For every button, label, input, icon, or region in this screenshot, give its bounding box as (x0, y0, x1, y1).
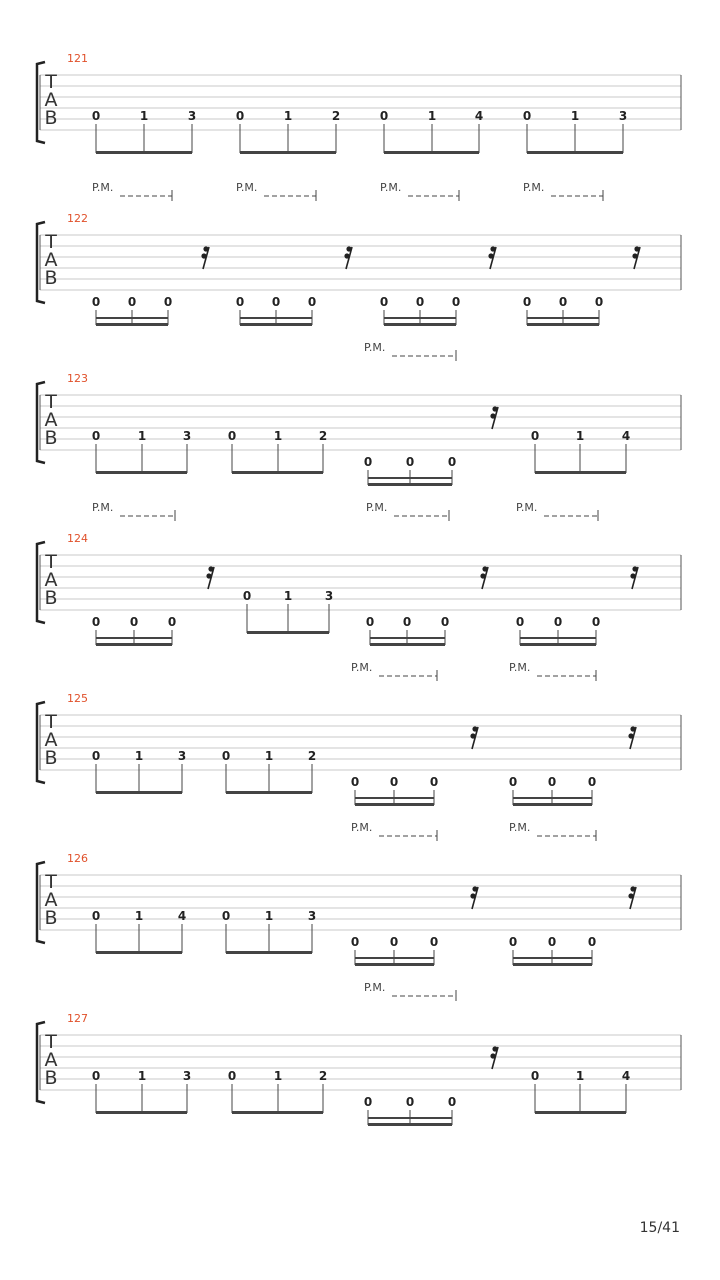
rest-dot (632, 253, 637, 258)
note-beam (355, 803, 434, 806)
rest-dot (472, 886, 477, 891)
measure-number: 125 (67, 692, 88, 705)
fret-number: 0 (163, 295, 173, 309)
fret-number: 0 (235, 109, 245, 123)
sixteenth-rest (628, 886, 636, 909)
fret-number: 2 (307, 749, 317, 763)
note-beam (368, 483, 452, 486)
tab-clef-letter: A (44, 889, 58, 911)
fret-number: 1 (570, 109, 580, 123)
rest-dot (492, 406, 497, 411)
fret-number: 3 (324, 589, 334, 603)
tab-system (37, 981, 681, 1126)
sixteenth-rest (628, 726, 636, 749)
fret-number: 0 (587, 935, 597, 949)
sixteenth-rest (480, 566, 488, 589)
fret-number: 0 (221, 909, 231, 923)
note-beam (96, 791, 182, 794)
fret-number: 0 (508, 935, 518, 949)
fret-number: 0 (389, 775, 399, 789)
tab-clef-letter: A (44, 409, 58, 431)
fret-number: 1 (134, 909, 144, 923)
tab-clef-letter: B (44, 747, 58, 769)
note-beam (96, 151, 192, 154)
note-beam (520, 643, 596, 646)
palm-mute-label: P.M. (509, 661, 531, 674)
rest-dot (201, 253, 206, 258)
rest-dot (492, 1046, 497, 1051)
fret-number: 3 (307, 909, 317, 923)
rest-dot (488, 253, 493, 258)
rest-dot (470, 893, 475, 898)
palm-mute-label: P.M. (92, 501, 114, 514)
note-beam (240, 151, 336, 154)
note-beam (96, 643, 172, 646)
fret-number: 1 (273, 1069, 283, 1083)
palm-mute-label: P.M. (92, 181, 114, 194)
fret-number: 0 (530, 1069, 540, 1083)
sixteenth-rest (488, 246, 496, 269)
fret-number: 0 (129, 615, 139, 629)
fret-number: 4 (474, 109, 484, 123)
tab-system (37, 52, 681, 154)
rest-dot (634, 246, 639, 251)
fret-number: 0 (227, 429, 237, 443)
note-beam (535, 471, 626, 474)
note-beam-secondary (370, 637, 445, 639)
note-beam (226, 791, 312, 794)
fret-number: 0 (379, 295, 389, 309)
tab-clef-letter: B (44, 107, 58, 129)
fret-number: 1 (283, 589, 293, 603)
measure-number: 124 (67, 532, 88, 545)
tab-clef-letter: B (44, 427, 58, 449)
tab-clef-letter: A (44, 249, 58, 271)
fret-number: 0 (221, 749, 231, 763)
tab-system (37, 661, 681, 806)
note-beam (384, 323, 456, 326)
palm-mute-label: P.M. (523, 181, 545, 194)
fret-number: 0 (451, 295, 461, 309)
fret-number: 4 (177, 909, 187, 923)
note-beam-secondary (527, 317, 599, 319)
note-beam (513, 963, 592, 966)
tab-clef-letter: T (45, 871, 57, 893)
fret-number: 0 (307, 295, 317, 309)
rest-dot (472, 726, 477, 731)
measure-number: 123 (67, 372, 88, 385)
page-number: 15/41 (639, 1220, 680, 1236)
fret-number: 0 (91, 1069, 101, 1083)
fret-number: 3 (618, 109, 628, 123)
fret-number: 0 (447, 1095, 457, 1109)
note-beam (96, 951, 182, 954)
tab-clef-letter: B (44, 907, 58, 929)
fret-number: 0 (405, 455, 415, 469)
tab-clef-letter: T (45, 711, 57, 733)
sixteenth-rest (344, 246, 352, 269)
fret-number: 3 (182, 429, 192, 443)
tab-clef-letter: B (44, 1067, 58, 1089)
note-beam (527, 323, 599, 326)
fret-number: 0 (522, 295, 532, 309)
measure-number: 122 (67, 212, 88, 225)
sixteenth-rest (490, 406, 498, 429)
fret-number: 0 (508, 775, 518, 789)
fret-number: 0 (242, 589, 252, 603)
fret-number: 0 (547, 935, 557, 949)
rest-dot (344, 253, 349, 258)
rest-dot (206, 573, 211, 578)
fret-number: 0 (91, 909, 101, 923)
note-beam (513, 803, 592, 806)
palm-mute-label: P.M. (380, 181, 402, 194)
note-beam (384, 151, 479, 154)
sixteenth-rest (201, 246, 209, 269)
fret-number: 0 (553, 615, 563, 629)
sixteenth-rest (470, 886, 478, 909)
note-beam-secondary (240, 317, 312, 319)
rest-dot (490, 246, 495, 251)
note-beam-secondary (96, 637, 172, 639)
fret-number: 0 (91, 615, 101, 629)
tab-clef-letter: T (45, 231, 57, 253)
note-beam-secondary (368, 1117, 452, 1119)
fret-number: 1 (273, 429, 283, 443)
fret-number: 1 (427, 109, 437, 123)
fret-number: 0 (415, 295, 425, 309)
note-beam (247, 631, 329, 634)
rest-dot (632, 566, 637, 571)
sixteenth-rest (470, 726, 478, 749)
palm-mute-label: P.M. (236, 181, 258, 194)
tab-system (37, 821, 681, 966)
fret-number: 1 (134, 749, 144, 763)
rest-dot (203, 246, 208, 251)
note-beam (96, 323, 168, 326)
fret-number: 4 (621, 429, 631, 443)
tab-clef-letter: B (44, 587, 58, 609)
tab-clef-letter: T (45, 1031, 57, 1053)
note-beam-secondary (355, 797, 434, 799)
note-beam (96, 1111, 187, 1114)
sixteenth-rest (630, 566, 638, 589)
sixteenth-rest (632, 246, 640, 269)
rest-dot (628, 733, 633, 738)
rest-dot (630, 886, 635, 891)
fret-number: 0 (587, 775, 597, 789)
tab-system (37, 501, 681, 646)
note-beam (232, 471, 323, 474)
fret-number: 0 (365, 615, 375, 629)
note-beam (226, 951, 312, 954)
tab-clef-letter: T (45, 71, 57, 93)
rest-dot (480, 573, 485, 578)
note-beam-secondary (384, 317, 456, 319)
fret-number: 0 (530, 429, 540, 443)
fret-number: 1 (264, 909, 274, 923)
fret-number: 3 (182, 1069, 192, 1083)
fret-number: 0 (547, 775, 557, 789)
fret-number: 0 (429, 935, 439, 949)
fret-number: 2 (331, 109, 341, 123)
note-beam (527, 151, 623, 154)
fret-number: 1 (283, 109, 293, 123)
note-beam-secondary (520, 637, 596, 639)
fret-number: 1 (575, 1069, 585, 1083)
note-beam-secondary (513, 957, 592, 959)
fret-number: 2 (318, 429, 328, 443)
fret-number: 0 (91, 295, 101, 309)
palm-mute-label: P.M. (364, 341, 386, 354)
tab-clef-letter: B (44, 267, 58, 289)
fret-number: 0 (440, 615, 450, 629)
rest-dot (490, 1053, 495, 1058)
palm-mute-label: P.M. (364, 981, 386, 994)
fret-number: 0 (91, 429, 101, 443)
fret-number: 3 (177, 749, 187, 763)
note-beam (232, 1111, 323, 1114)
palm-mute-label: P.M. (351, 661, 373, 674)
palm-mute-label: P.M. (351, 821, 373, 834)
fret-number: 0 (379, 109, 389, 123)
fret-number: 0 (402, 615, 412, 629)
note-beam (368, 1123, 452, 1126)
fret-number: 0 (363, 1095, 373, 1109)
rest-dot (490, 413, 495, 418)
palm-mute-label: P.M. (366, 501, 388, 514)
fret-number: 0 (405, 1095, 415, 1109)
fret-number: 0 (515, 615, 525, 629)
tab-clef-letter: A (44, 569, 58, 591)
fret-number: 0 (389, 935, 399, 949)
rest-dot (482, 566, 487, 571)
fret-number: 1 (137, 429, 147, 443)
note-beam-secondary (368, 477, 452, 479)
rest-dot (628, 893, 633, 898)
palm-mute-label: P.M. (509, 821, 531, 834)
fret-number: 3 (187, 109, 197, 123)
fret-number: 0 (91, 109, 101, 123)
measure-number: 126 (67, 852, 88, 865)
fret-number: 0 (591, 615, 601, 629)
rest-dot (630, 573, 635, 578)
fret-number: 0 (167, 615, 177, 629)
note-beam-secondary (96, 317, 168, 319)
fret-number: 0 (271, 295, 281, 309)
tab-clef-letter: A (44, 1049, 58, 1071)
note-beam-secondary (355, 957, 434, 959)
rest-dot (346, 246, 351, 251)
sixteenth-rest (490, 1046, 498, 1069)
note-beam (535, 1111, 626, 1114)
tab-system (37, 181, 681, 326)
note-beam (355, 963, 434, 966)
tab-clef-letter: T (45, 391, 57, 413)
fret-number: 1 (264, 749, 274, 763)
note-beam (370, 643, 445, 646)
fret-number: 0 (447, 455, 457, 469)
note-beam-secondary (513, 797, 592, 799)
tab-clef-letter: A (44, 729, 58, 751)
rest-dot (630, 726, 635, 731)
fret-number: 2 (318, 1069, 328, 1083)
fret-number: 0 (227, 1069, 237, 1083)
tab-clef-letter: A (44, 89, 58, 111)
fret-number: 0 (235, 295, 245, 309)
fret-number: 1 (139, 109, 149, 123)
fret-number: 0 (363, 455, 373, 469)
note-beam (96, 471, 187, 474)
sixteenth-rest (206, 566, 214, 589)
tab-system (37, 341, 681, 486)
fret-number: 0 (558, 295, 568, 309)
measure-number: 121 (67, 52, 88, 65)
palm-mute-label: P.M. (516, 501, 538, 514)
fret-number: 0 (127, 295, 137, 309)
fret-number: 0 (350, 775, 360, 789)
fret-number: 0 (91, 749, 101, 763)
fret-number: 0 (594, 295, 604, 309)
fret-number: 1 (575, 429, 585, 443)
fret-number: 0 (350, 935, 360, 949)
fret-number: 0 (429, 775, 439, 789)
measure-number: 127 (67, 1012, 88, 1025)
tab-clef-letter: T (45, 551, 57, 573)
fret-number: 4 (621, 1069, 631, 1083)
fret-number: 1 (137, 1069, 147, 1083)
fret-number: 0 (522, 109, 532, 123)
rest-dot (470, 733, 475, 738)
note-beam (240, 323, 312, 326)
rest-dot (208, 566, 213, 571)
